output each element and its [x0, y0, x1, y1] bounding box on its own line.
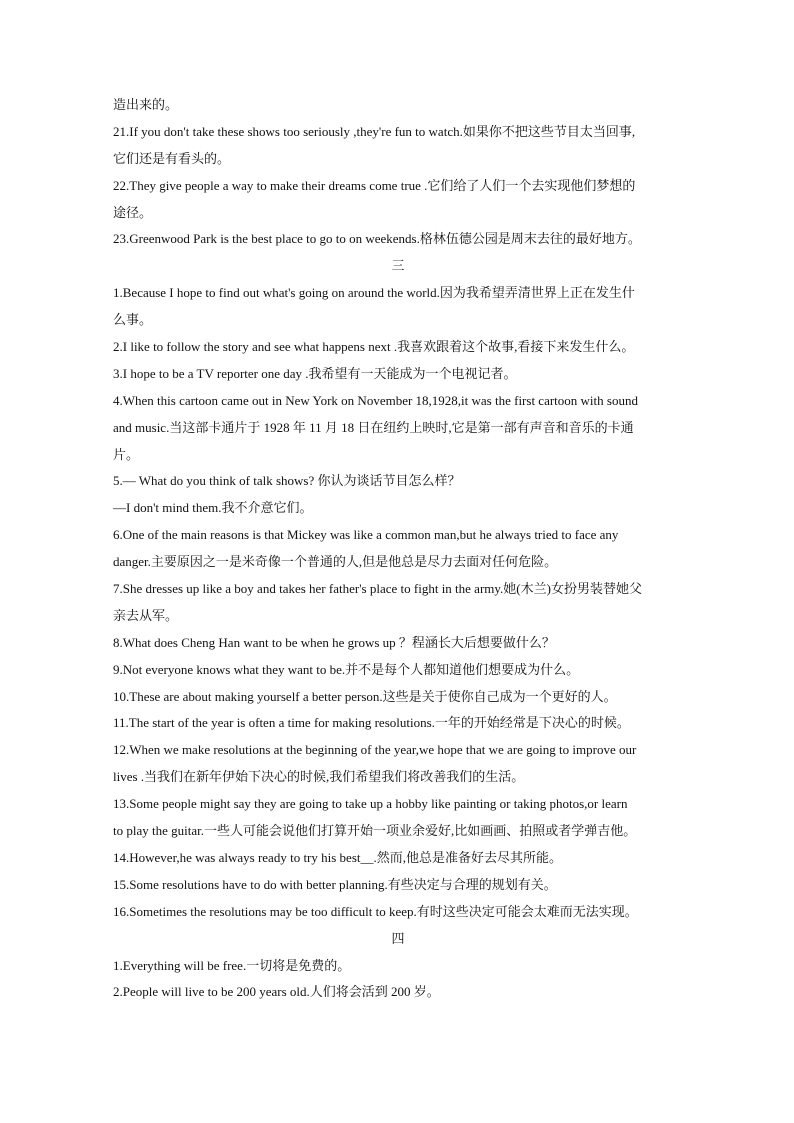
text-line: and music.当这部卡通片于 1928 年 11 月 18 日在纽约上映时,它是第一部有声音和音乐的卡通 [113, 419, 634, 435]
text-line: 11.The start of the year is often a time for making resolutions.一年的开始经常是下决心的时候。 [113, 715, 630, 731]
text-line: 16.Sometimes the resolutions may be too difficult to keep.有时这些决定可能会太难而无法实现。 [113, 903, 638, 919]
text-line: 12.When we make resolutions at the beginning of the year,we hope that we are going to improve our [113, 742, 637, 758]
text-line: 8.What does Cheng Han want to be when he grows up ？程涵长大后想要做什么？ [113, 634, 555, 650]
text-line: 21.If you don't take these shows too seriously ,they're fun to watch.如果你不把这些节目太当回事, [113, 123, 636, 139]
text-line: 2.I like to follow the story and see what happens next .我喜欢跟着这个故事,看接下来发生什么。 [113, 339, 635, 355]
text-line: 7.She dresses up like a boy and takes her father's place to fight in the army.她(木兰)女扮男装替她父 [113, 581, 642, 597]
text-line: 2.People will live to be 200 years old.人们将会活到 200 岁。 [113, 984, 440, 1000]
section-heading: 四 [391, 930, 405, 946]
text-line: —I don't mind them.我不介意它们。 [113, 500, 313, 516]
text-line: 9.Not everyone knows what they want to be.并不是每个人都知道他们想要成为什么。 [113, 661, 580, 677]
text-line: 22.They give people a way to make their dreams come true .它们给了人们一个去实现他们梦想的 [113, 177, 636, 193]
text-line: 么事。 [113, 312, 153, 328]
text-line: 它们还是有看头的。 [113, 150, 231, 166]
text-line: danger.主要原因之一是米奇像一个普通的人,但是他总是尽力去面对任何危险。 [113, 554, 558, 570]
text-line: 3.I hope to be a TV reporter one day .我希望有一天能成为一个电视记者。 [113, 365, 517, 381]
text-line: 14.However,he was always ready to try his best__.然而,他总是准备好去尽其所能。 [113, 849, 562, 865]
text-line: 13.Some people might say they are going to take up a hobby like painting or taking photos,or learn [113, 796, 628, 812]
section-heading: 三 [391, 258, 405, 274]
text-line: 造出来的。 [113, 97, 179, 112]
text-line: 1.Because I hope to find out what's going on around the world.因为我希望弄清世界上正在发生什 [113, 285, 635, 301]
text-line: 亲去从军。 [113, 607, 179, 623]
document-body [113, 92, 683, 1006]
text-line: 6.One of the main reasons is that Mickey was like a common man,but he always tried to face any [113, 527, 619, 543]
text-line: 1.Everything will be free.一切将是免费的。 [113, 957, 351, 973]
text-line: to play the guitar.一些人可能会说他们打算开始一项业余爱好,比如画画、拍照或者学弹吉他。 [113, 823, 637, 839]
text-line: 15.Some resolutions have to do with better planning.有些决定与合理的规划有关。 [113, 876, 557, 892]
text-line: 10.These are about making yourself a better person.这些是关于使你自己成为一个更好的人。 [113, 688, 617, 704]
text-line: lives .当我们在新年伊始下决心的时候,我们希望我们将改善我们的生活。 [113, 769, 525, 785]
text-line: 途径。 [113, 204, 153, 220]
text-line: 23.Greenwood Park is the best place to go to on weekends.格林伍德公园是周末去往的最好地方。 [113, 231, 641, 247]
text-line: 4.When this cartoon came out in New York on November 18,1928,it was the first cartoon with sound [113, 392, 638, 408]
text-line: 5.— What do you think of talk shows? 你认为谈话节目怎么样？ [113, 473, 461, 489]
text-line: 片。 [113, 446, 140, 462]
